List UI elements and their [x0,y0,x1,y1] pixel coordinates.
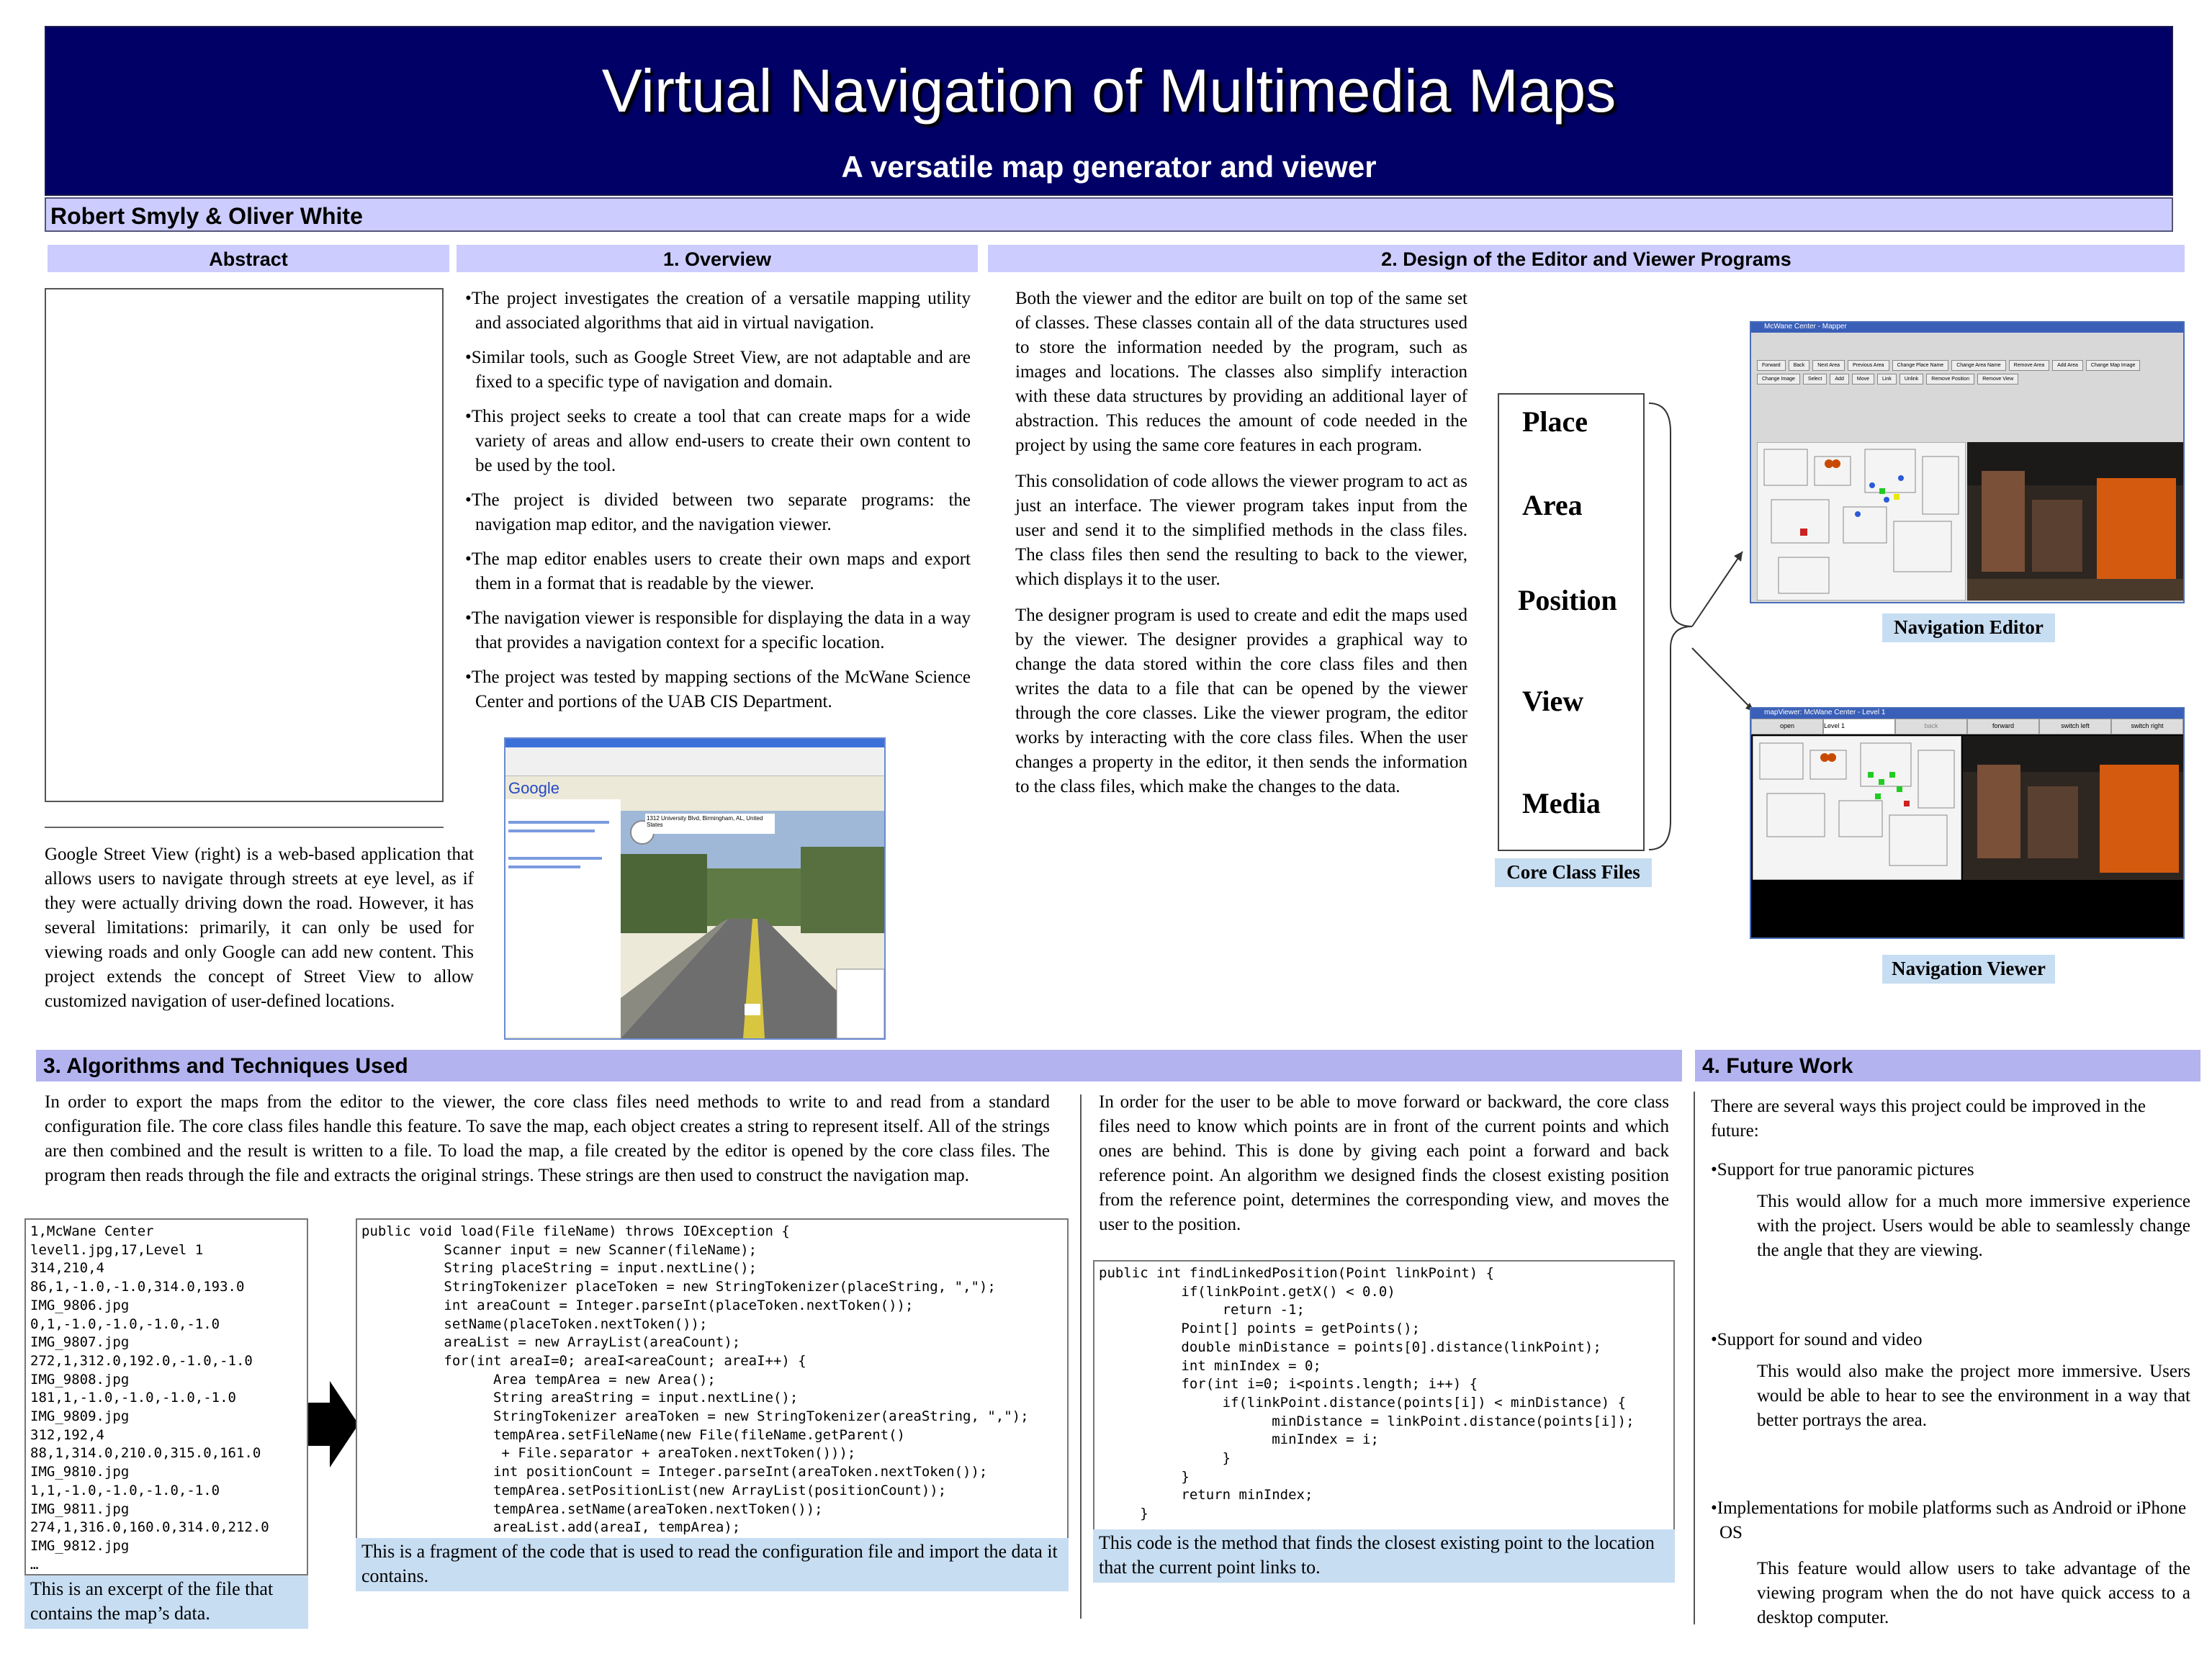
core-class-place: Place [1522,405,1588,438]
core-classes-box [1498,393,1645,851]
viewer-button: back [1895,719,1967,734]
navigation-viewer-label: Navigation Viewer [1882,955,2055,984]
editor-button: Link [1877,374,1897,385]
future-item-desc: This would allow for a much more immersive experience with the project. Users would be able to seamlessly change the angle that they are viewing. [1757,1192,2190,1260]
future-work-heading: 4. Future Work [1695,1050,2200,1082]
future-item-desc: This would also make the project more immersive. Users would be able to hear to see the environment in a way that better portrays the area. [1757,1362,2190,1430]
editor-titlebar: McWane Center - Mapper [1751,323,2183,333]
editor-button: Remove Position [1926,374,1974,385]
poster-subtitle: A versatile map generator and viewer [841,150,1377,184]
viewer-level-select: Level 1 [1823,719,1895,734]
overview-heading: 1. Overview [457,245,978,272]
overview-bullet: •The project is divided between two separate programs: the navigation map editor, and the navigation viewer. [465,490,971,534]
overview-bullet: •The project was tested by mapping sections of the McWane Science Center and portions of the UAB CIS Department. [465,667,971,711]
viewer-button: switch right [2111,719,2183,734]
poster-title: Virtual Navigation of Multimedia Maps [601,57,1617,125]
algorithms-para-1: In order to export the maps from the editor to the viewer, the core class files need methods to write to and read from a standard configuration file. The core class files handle this feature. To save the map, each object creates a string to represent itself. All of the strings are then combined and the result is written to a file. To load the map, a file created by the editor is opened by the core class files. The program then reads through the file and extracts the original strings. These strings are then used to construct the navigation map. [45,1092,1050,1185]
algorithms-heading: 3. Algorithms and Techniques Used [36,1050,1682,1082]
design-paragraph: The designer program is used to create and edit the maps used by the viewer. The designer provides a graphical way to change the data stored within the core class files and then writes the data to a file that can be opened by the viewer through the core classes. Like the viewer program, the editor works by interacting with the core class files. When the user changes a property in the editor, it then sends the information to the class files, which make the changes to the data. [1015,606,1467,796]
title-banner [45,26,2173,196]
viewer-titlebar: mapViewer: McWane Center - Level 1 [1751,709,2183,719]
abstract-heading: Abstract [48,245,449,272]
core-class-files-label: Core Class Files [1495,858,1652,887]
design-paragraph: Both the viewer and the editor are built on top of the same set of classes. These classes contain all of the data structures used to store the information needed by the program, such as images and locations. The classes also simplify interaction with these data structures by providing an additional layer of abstraction. This reduces the amount of code needed in the project by using the same core features in each program. [1015,289,1467,455]
load-code-fragment: public void load(File fileName) throws IOException { Scanner input = new Scanner(fileName); String placeString = input.nextLine(); StringTokenizer placeToken = new StringTokenizer(placeString, ","); int areaCount = Integer.parseInt(placeToken.nextToken()); setName(placeToken.nextToken()); areaList = new ArrayList(areaCount); for(int areaI=0; areaI<areaCount; areaI++) { Area tempArea = new Area(); String areaString = input.nextLine(); StringTokenizer areaToken = new StringTokenizer(areaString, ","); tempArea.setFileName(new File(fileName.getParent() + File.separator + areaToken.nextToken())); int positionCount = Integer.parseInt(areaToken.nextToken()); tempArea.setPositionList(new ArrayList(positionCount)); tempArea.setName(areaToken.nextToken()); areaList.add(areaI, tempArea); [356,1218,1069,1539]
navigation-editor-label: Navigation Editor [1882,613,2055,642]
abstract-box [45,288,444,802]
future-item-desc: This feature would allow users to take advantage of the viewing program when the do not have quick access to a desktop computer. [1757,1559,2190,1627]
editor-button: Unlink [1899,374,1923,385]
editor-button: Change Map Image [2086,360,2140,371]
find-code-caption: This code is the method that finds the closest existing point to the location that the current point links to. [1093,1529,1675,1583]
core-class-view: View [1522,685,1584,717]
config-file-caption: This is an excerpt of the file that contains the map’s data. [24,1575,308,1629]
arrow-right-icon [308,1381,359,1467]
overview-bullet: •This project seeks to create a tool that can create maps for a wide variety of areas and allow end-users to create their own content to be used by the tool. [465,407,971,475]
section3-divider [1080,1094,1082,1619]
editor-photo [1967,442,2183,601]
maps-sidebar [505,799,621,1037]
design-paragraph: This consolidation of code allows the viewer program to act as just an interface. The viewer program takes input from the user and send it to the simplified methods in the class files. The class files then send the resulting to back to the viewer, which displays it to the user. [1015,472,1467,589]
browser-titlebar [505,739,884,747]
viewer-button: forward [1967,719,2039,734]
core-class-area: Area [1522,489,1583,521]
editor-floor-map [1757,442,1966,601]
future-work-body [1711,1094,2190,1630]
core-class-position: Position [1518,584,1617,616]
editor-button: Add Area [2052,360,2083,371]
brace-arrows [1642,389,1757,864]
editor-button: Next Area [1812,360,1845,371]
viewer-button: open [1751,719,1823,734]
section4-divider [1694,1092,1695,1624]
design-heading: 2. Design of the Editor and Viewer Programs [988,245,2185,272]
navigation-editor-screenshot [1750,321,2185,603]
overview-bullet: •The map editor enables users to create their own maps and export them in a format that is readable by the viewer. [465,549,971,593]
browser-toolbar [505,747,884,776]
overview-bullets [465,287,971,724]
viewer-button-row [1751,719,2183,734]
editor-button: Back [1789,360,1810,371]
viewer-photo [1963,736,2183,880]
address-bubble: 1312 University Blvd, Birmingham, AL, United States [645,814,775,834]
overview-bullet: •The navigation viewer is responsible for displaying the data in a way that provides a navigation context for a specific location. [465,608,971,652]
editor-button: Remove Area [2009,360,2049,371]
street-view-screenshot [504,737,886,1040]
editor-button-row [1757,360,2182,410]
street-view-caption: Google Street View (right) is a web-based application that allows users to navigate through streets at eye level, as if they were actually driving down the road. However, it has several limitations: primarily, it can only be used for viewing roads and only Google can add new content. This project extends the concept of Street View to allow customized navigation of user-defined locations. [45,845,474,1011]
viewer-button: switch left [2039,719,2111,734]
future-item-title: •Implementations for mobile platforms such as Android or iPhone OS [1711,1498,2187,1542]
future-intro: There are several ways this project could be improved in the future: [1711,1097,2146,1141]
core-class-media: Media [1522,787,1601,819]
config-file-excerpt: 1,McWane Center level1.jpg,17,Level 1 314,210,4 86,1,-1.0,-1.0,314.0,193.0 IMG_9806.jpg 0,1,-1.0,-1.0,-1.0,-1.0 IMG_9807.jpg 272,1,312.0,192.0,-1.0,-1.0 IMG_9808.jpg 181,1,-1.0,-1.0,-1.0,-1.0 IMG_9809.jpg 312,192,4 88,1,314.0,210.0,315.0,161.0 IMG_9810.jpg 1,1,-1.0,-1.0,-1.0,-1.0 IMG_9811.jpg 274,1,316.0,160.0,314.0,212.0 IMG_9812.jpg … [24,1218,308,1575]
abstract-divider [45,827,444,828]
google-logo: Google [508,779,559,797]
editor-button: Change Area Name [1951,360,2005,371]
navigation-viewer-screenshot [1750,707,2185,939]
editor-button: Previous Area [1848,360,1889,371]
find-linked-position-code: public int findLinkedPosition(Point linkPoint) { if(linkPoint.getX() < 0.0) return -1; Point[] points = getPoints(); double minDistance = points[0].distance(linkPoint); int minIndex = 0; for(int i=0; i<points.length; i++) { if(linkPoint.distance(points[i]) < minDistance) { minDistance = linkPoint.distance(points[i]); minIndex = i; } } return minIndex; } [1093,1260,1675,1531]
overview-bullet: •The project investigates the creation of a versatile mapping utility and associated algorithms that aid in virtual navigation. [465,289,971,333]
viewer-floor-map [1753,736,1961,880]
overview-bullet: •Similar tools, such as Google Street View, are not adaptable and are fixed to a specific type of navigation and domain. [465,348,971,392]
future-item-title: •Support for true panoramic pictures [1711,1160,1974,1179]
editor-button: Forward [1757,360,1786,371]
editor-button: Select [1803,374,1827,385]
street-view-image [621,811,884,1038]
load-code-caption: This is a fragment of the code that is used to read the configuration file and import the data it contains. [356,1538,1069,1591]
future-item-title: •Support for sound and video [1711,1330,1923,1349]
authors-bar: Robert Smyly & Oliver White [45,197,2173,232]
editor-button: Change Place Name [1892,360,1949,371]
editor-button: Move [1852,374,1874,385]
editor-button: Remove View [1977,374,2018,385]
editor-button: Add [1830,374,1848,385]
design-text [1015,287,1467,799]
editor-button: Change Image [1757,374,1800,385]
algorithms-para-2: In order for the user to be able to move forward or backward, the core class files need to know which points are in front of the current points and which ones are behind. This is done by giving each point a forward and back reference point. An algorithm we designed finds the closest existing position from the reference point, determines the corresponding view, and moves the user to the position. [1099,1092,1669,1234]
